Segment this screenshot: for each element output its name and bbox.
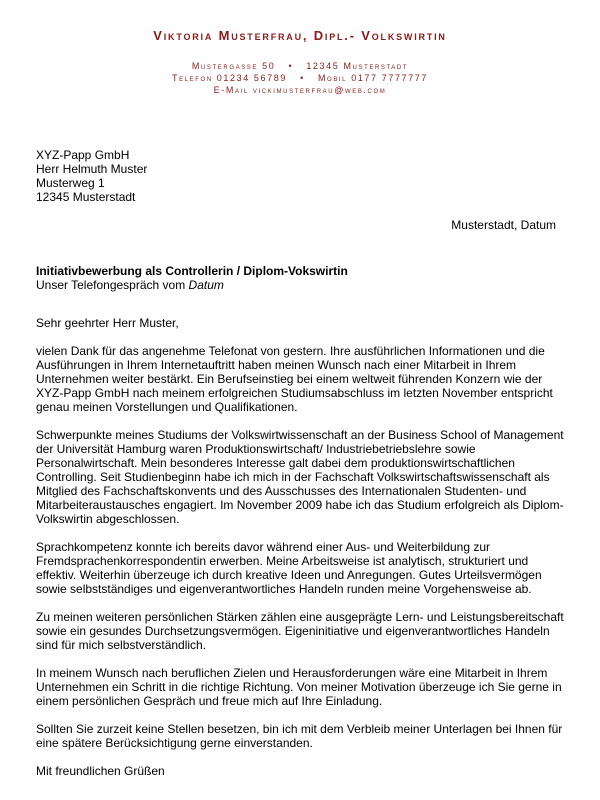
salutation: Sehr geehrter Herr Muster, xyxy=(36,316,179,330)
recipient-company: XYZ-Papp GmbH xyxy=(36,148,130,162)
sender-address-line xyxy=(0,60,600,72)
separator-dot: • xyxy=(300,73,305,83)
sender-phone: Telefon 01234 56789 xyxy=(172,73,287,83)
body-paragraph: In meinem Wunsch nach beruflichen Zielen und Herausforderungen wäre eine Mitarbeit in Ihrem Unternehmen ein Schritt in die richtige Richtung. Von meiner Motivation überzeuge ich Sie gerne in einem persönlichen Gespräch und freue mich auf Ihre Einladung. xyxy=(36,666,562,708)
sender-phone-line xyxy=(0,72,600,84)
recipient-street: Musterweg 1 xyxy=(36,176,105,190)
date-line: Musterstadt, Datum xyxy=(451,218,556,232)
body-paragraph: Sollten Sie zurzeit keine Stellen besetzen, bin ich mit dem Verbleib meiner Unterlagen bei Ihnen für eine spätere Berücksichtigung gerne einverstanden. xyxy=(36,722,563,750)
subject-reference xyxy=(36,278,348,292)
separator-dot: • xyxy=(288,61,294,71)
subject-title: Initiativbewerbung als Controllerin / Diplom-Vokswirtin xyxy=(36,264,348,278)
body-paragraph: Schwerpunkte meines Studiums der Volkswirtwissenschaft an der Business School of Management der Universität Hamburg waren Produktionswirtschaft/ Industriebetriebslehre sowie Personalwirtschaft. Mein besonderes Interesse galt dabei dem produktionswirtschaftlichen Controlling. Seit Studienbeginn habe ich mich in der Fachschaft Volkswirtschaftswissenschaft als Mitglied des Fachschaftskonvents und des Ausschusses des Internationalen Studenten- und Mitarbeiteraustausches engagiert. Im November 2009 habe ich das Studium erfolgreich als Diplom-Volkswirtin abgeschlossen. xyxy=(36,428,564,526)
body-paragraph: vielen Dank für das angenehme Telefonat von gestern. Ihre ausführlichen Informationen und die Ausführungen in Ihrem Internetauftritt haben meinen Wunsch nach einer Mitarbeit in Ihrem Unternehmen weiter bestärkt. Ein Berufseinstieg bei einem weltweit führenden Konzern wie der XYZ-Papp GmbH nach meinem erfolgreichen Studiumsabschluss im letzten November entspricht genau meinen Vorstellungen und Qualifikationen. xyxy=(36,344,553,414)
subject-block xyxy=(36,264,348,292)
body-paragraph: Sprachkompetenz konnte ich bereits davor während einer Aus- und Weiterbildung zur Fremdsprachenkorrespondentin erwerben. Meine Arbeitsweise ist analytisch, strukturiert und effektiv. Weiterhin überzeuge ich durch kreative Ideen und Anregungen. Gutes Urteilsvermögen sowie selbstständiges und eigenverantwortliches Handeln runden meine Vorgehensweise ab. xyxy=(36,540,542,596)
body-paragraph: Zu meinen weiteren persönlichen Stärken zählen eine ausgeprägte Lern- und Leistungsbereitschaft sowie ein gesundes Durchsetzungsvermögen. Eigeninitiative und eigenverantwortliches Handeln sind für mich selbstverständlich. xyxy=(36,610,564,652)
sender-contact xyxy=(0,60,600,96)
recipient-city: 12345 Musterstadt xyxy=(36,190,136,204)
closing: Mit freundlichen Grüßen xyxy=(36,764,165,778)
recipient-person: Herr Helmuth Muster xyxy=(36,162,148,176)
subject-reference-date: Datum xyxy=(188,278,224,292)
letter-body xyxy=(36,316,566,778)
sender-email: E-Mail vickimusterfrau@web.com xyxy=(213,85,387,95)
sender-city: 12345 Musterstadt xyxy=(306,61,409,71)
sender-name: Viktoria Musterfrau, Dipl.- Volkswirtin xyxy=(153,28,447,43)
sender-mobile: Mobil 0177 7777777 xyxy=(317,73,428,83)
subject-reference-prefix: Unser Telefongespräch vom xyxy=(36,278,189,292)
recipient-address xyxy=(36,148,147,204)
sender-street: Mustergasse 50 xyxy=(191,61,276,71)
